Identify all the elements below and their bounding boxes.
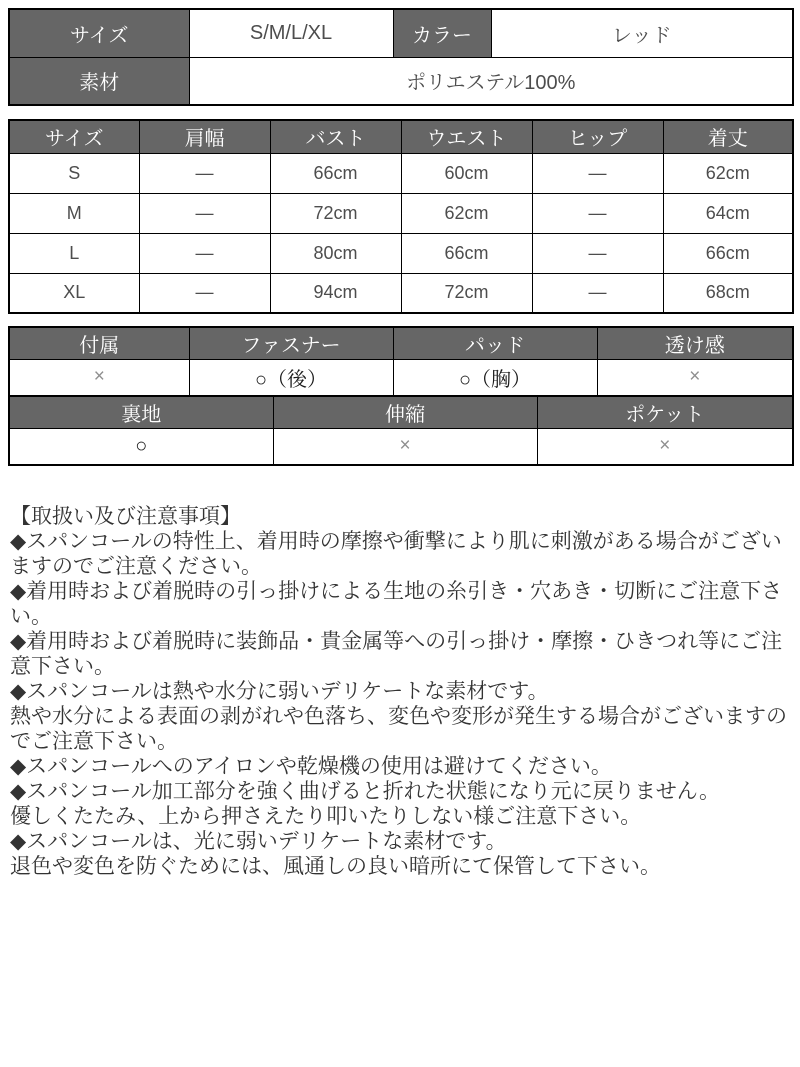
care-note-paragraph: 熱や水分による表面の剥がれや色落ち、変色や変形が発生する場合がございますのでご注意下さい。 (10, 705, 787, 753)
care-note-paragraph: ◆着用時および着脱時の引っ掛けによる生地の糸引き・穴あき・切断にご注意下さい。 (10, 580, 783, 628)
size-value: S/M/L/XL (189, 9, 393, 57)
care-note-paragraph: 優しくたたみ、上から押さえたり叩いたりしない様ご注意下さい。 (10, 805, 642, 828)
pad-value: ○（胸） (393, 359, 597, 396)
size-chart-row-l (9, 233, 793, 273)
table-cell: ― (139, 193, 270, 233)
care-note-paragraph: ◆スパンコールは熱や水分に弱いデリケートな素材です。 (10, 680, 549, 703)
size-chart-row-s (9, 153, 793, 193)
col-header-length: 着丈 (663, 120, 793, 153)
col-header-fastener: ファスナー (189, 327, 393, 359)
table-cell: ― (532, 193, 663, 233)
table-cell: L (9, 233, 139, 273)
col-header-pad: パッド (393, 327, 597, 359)
table-cell: 60cm (401, 153, 532, 193)
col-header-stretch: 伸縮 (273, 396, 537, 428)
table-cell: 80cm (270, 233, 401, 273)
table-cell: ― (532, 273, 663, 313)
table-cell: 68cm (663, 273, 793, 313)
features-header-row-1 (9, 327, 793, 359)
table-cell: ― (532, 153, 663, 193)
stretch-value: × (273, 428, 537, 465)
col-header-pocket: ポケット (537, 396, 793, 428)
table-cell: 66cm (663, 233, 793, 273)
table-cell: XL (9, 273, 139, 313)
features-table-group1 (8, 326, 794, 397)
size-chart-row-m (9, 193, 793, 233)
table-cell: 72cm (270, 193, 401, 233)
col-header-shoulder: 肩幅 (139, 120, 270, 153)
size-chart-table (8, 119, 794, 314)
table-cell: ― (139, 153, 270, 193)
color-value: レッド (491, 9, 793, 57)
table-cell: 64cm (663, 193, 793, 233)
table-cell: 62cm (401, 193, 532, 233)
accessories-value: × (9, 359, 189, 396)
features-value-row-2 (9, 428, 793, 465)
care-notes (8, 504, 794, 879)
col-header-hip: ヒップ (532, 120, 663, 153)
lining-value: ○ (9, 428, 273, 465)
care-note-paragraph: ◆着用時および着脱時に装飾品・貴金属等への引っ掛け・摩擦・ひきつれ等にご注意下さい。 (10, 630, 783, 678)
col-header-sheerness: 透け感 (597, 327, 793, 359)
material-label: 素材 (9, 57, 189, 105)
fastener-value: ○（後） (189, 359, 393, 396)
table-cell: M (9, 193, 139, 233)
col-header-size: サイズ (9, 120, 139, 153)
care-note-paragraph: ◆スパンコールの特性上、着用時の摩擦や衝撃により肌に刺激がある場合がございますのでご注意ください。 (10, 530, 782, 578)
sheerness-value: × (597, 359, 793, 396)
material-value: ポリエステル100% (189, 57, 793, 105)
table-cell: S (9, 153, 139, 193)
table-cell: ― (532, 233, 663, 273)
size-chart-header-row (9, 120, 793, 153)
features-header-row-2 (9, 396, 793, 428)
col-header-lining: 裏地 (9, 396, 273, 428)
col-header-waist: ウエスト (401, 120, 532, 153)
table-cell: 94cm (270, 273, 401, 313)
size-label: サイズ (9, 9, 189, 57)
care-note-paragraph: ◆スパンコール加工部分を強く曲げると折れた状態になり元に戻りません。 (10, 780, 720, 803)
col-header-accessories: 付属 (9, 327, 189, 359)
spec-table (8, 8, 794, 106)
table-cell: ― (139, 233, 270, 273)
col-header-bust: バスト (270, 120, 401, 153)
table-cell: ― (139, 273, 270, 313)
table-cell: 66cm (270, 153, 401, 193)
table-cell: 72cm (401, 273, 532, 313)
care-note-paragraph: ◆スパンコールは、光に弱いデリケートな素材です。 (10, 830, 507, 853)
color-label: カラー (393, 9, 491, 57)
care-note-paragraph: 退色や変色を防ぐためには、風通しの良い暗所にて保管して下さい。 (10, 855, 661, 878)
care-note-paragraph: ◆スパンコールへのアイロンや乾燥機の使用は避けてください。 (10, 755, 612, 778)
pocket-value: × (537, 428, 793, 465)
features-value-row-1 (9, 359, 793, 396)
care-notes-title: 【取扱い及び注意事項】 (10, 505, 241, 528)
table-cell: 66cm (401, 233, 532, 273)
size-chart-row-xl (9, 273, 793, 313)
features-table-group2 (8, 395, 794, 466)
table-cell: 62cm (663, 153, 793, 193)
